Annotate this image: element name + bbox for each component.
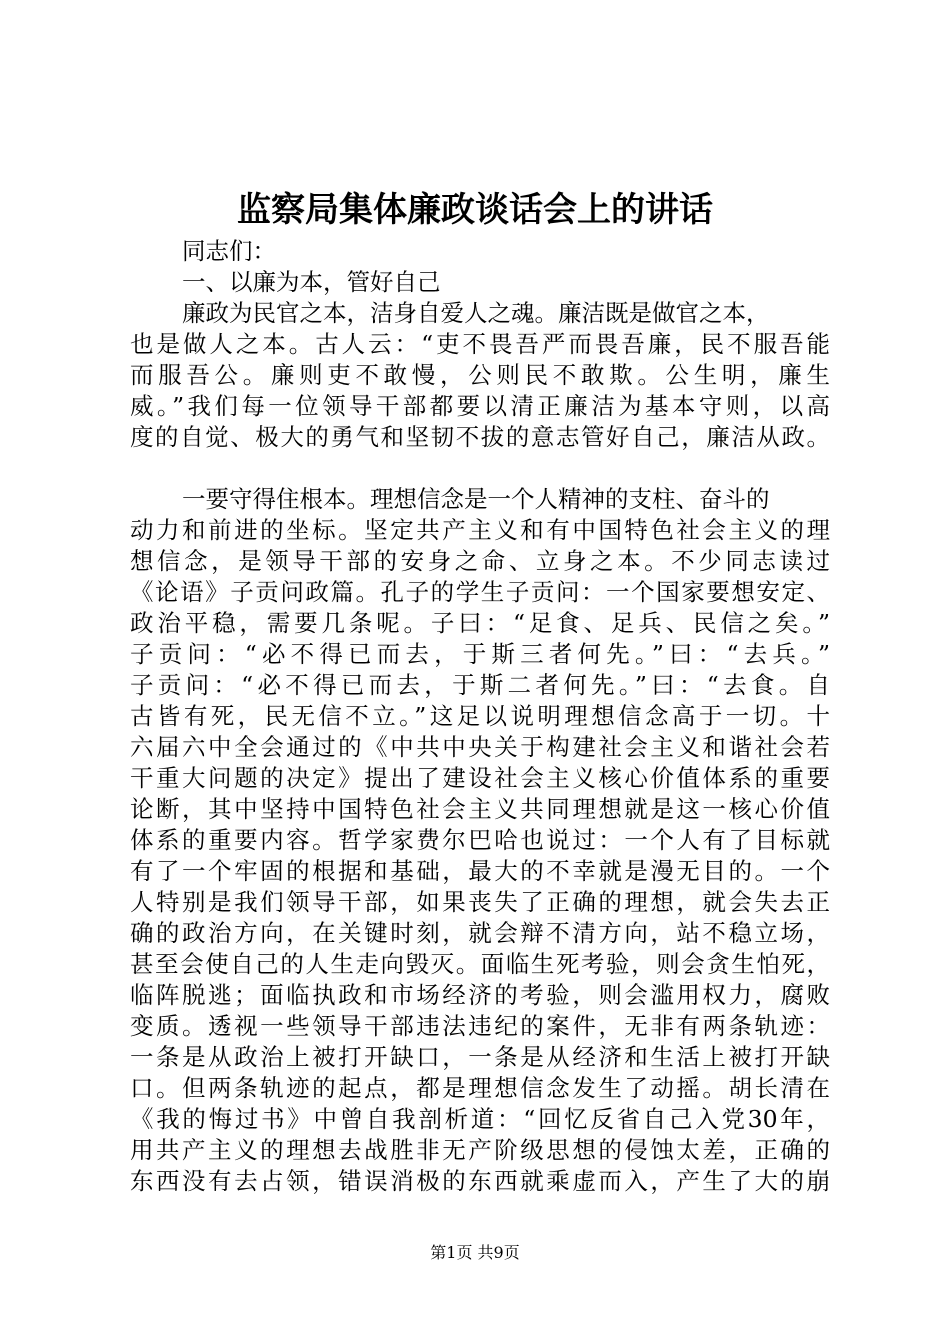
section-heading: 一、以廉为本，管好自己 bbox=[182, 268, 441, 296]
paragraph-line: 威。”我们每一位领导干部都要以清正廉洁为基本守则，以高 bbox=[130, 392, 830, 420]
page-footer: 第1页 共9页 bbox=[430, 1243, 520, 1262]
paragraph-spacer bbox=[130, 453, 830, 484]
paragraph-line: 口。但两条轨迹的起点，都是理想信念发生了动摇。胡长清在 bbox=[130, 1074, 830, 1102]
paragraph-line: 政治平稳，需要几条呢。子曰：“足食、足兵、民信之矣。” bbox=[130, 609, 830, 637]
paragraph-line: 一要守得住根本。理想信念是一个人精神的支柱、奋斗的 bbox=[182, 485, 770, 513]
paragraph-line: 想信念，是领导干部的安身之命、立身之本。不少同志读过 bbox=[130, 547, 830, 575]
paragraph-line: 一条是从政治上被打开缺口，一条是从经济和生活上被打开缺 bbox=[130, 1043, 830, 1071]
paragraph-1 bbox=[130, 298, 830, 453]
paragraph-line: 《论语》子贡问政篇。孔子的学生子贡问：一个国家要想安定、 bbox=[130, 578, 830, 606]
paragraph-line: 有了一个牢固的根据和基础，最大的不幸就是漫无目的。一个 bbox=[130, 857, 830, 885]
paragraph-line: 用共产主义的理想去战胜非无产阶级思想的侵蚀太差，正确的 bbox=[130, 1136, 830, 1164]
paragraph-line: 临阵脱逃；面临执政和市场经济的考验，则会滥用权力，腐败 bbox=[130, 981, 830, 1009]
paragraph-line: 而服吾公。廉则吏不敢慢，公则民不敢欺。公生明，廉生 bbox=[130, 361, 830, 389]
paragraph-line: 《我的悔过书》中曾自我剖析道：“回忆反省自己入党30年， bbox=[130, 1105, 830, 1133]
document-body bbox=[130, 236, 830, 1197]
paragraph-line: 东西没有去占领，错误消极的东西就乘虚而入，产生了大的崩 bbox=[130, 1167, 830, 1195]
paragraph-line: 廉政为民官之本，洁身自爱人之魂。廉洁既是做官之本， bbox=[182, 299, 770, 327]
paragraph-line: 体系的重要内容。哲学家费尔巴哈也说过：一个人有了目标就 bbox=[130, 826, 830, 854]
paragraph-line: 人特别是我们领导干部，如果丧失了正确的理想，就会失去正 bbox=[130, 888, 830, 916]
paragraph-line: 动力和前进的坐标。坚定共产主义和有中国特色社会主义的理 bbox=[130, 516, 830, 544]
paragraph-line: 度的自觉、极大的勇气和坚韧不拔的意志管好自己，廉洁从政。 bbox=[130, 423, 830, 451]
paragraph-line: 甚至会使自己的人生走向毁灭。面临生死考验，则会贪生怕死， bbox=[130, 950, 830, 978]
paragraph-line: 变质。透视一些领导干部违法违纪的案件，无非有两条轨迹： bbox=[130, 1012, 830, 1040]
paragraph-line: 确的政治方向，在关键时刻，就会辩不清方向，站不稳立场， bbox=[130, 919, 830, 947]
salutation: 同志们： bbox=[182, 237, 276, 265]
paragraph-line: 干重大问题的决定》提出了建设社会主义核心价值体系的重要 bbox=[130, 764, 830, 792]
paragraph-line: 子贡问：“必不得已而去，于斯二者何先。”曰：“去食。自 bbox=[130, 671, 830, 699]
paragraph-2 bbox=[130, 484, 830, 1197]
paragraph-line: 古皆有死，民无信不立。”这足以说明理想信念高于一切。十 bbox=[130, 702, 830, 730]
paragraph-line: 六届六中全会通过的《中共中央关于构建社会主义和谐社会若 bbox=[130, 733, 830, 761]
document-title: 监察局集体廉政谈话会上的讲话 bbox=[237, 190, 713, 230]
paragraph-line: 论断，其中坚持中国特色社会主义共同理想就是这一核心价值 bbox=[130, 795, 830, 823]
paragraph-line: 子贡问：“必不得已而去，于斯三者何先。”曰：“去兵。” bbox=[130, 640, 830, 668]
paragraph-line: 也是做人之本。古人云：“吏不畏吾严而畏吾廉，民不服吾能 bbox=[130, 330, 830, 358]
